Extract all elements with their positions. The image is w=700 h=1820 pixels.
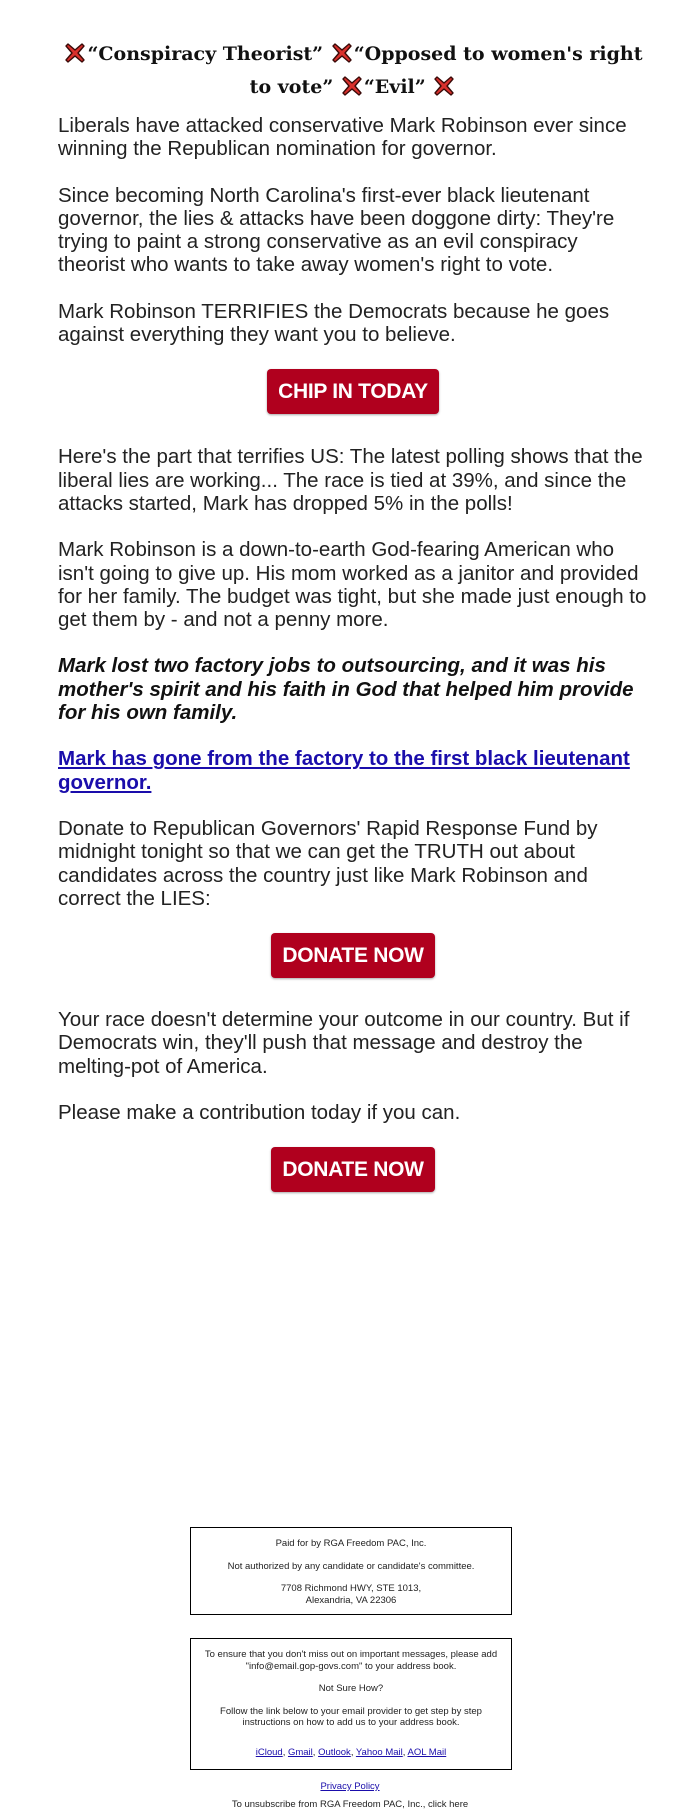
ensure-text: To ensure that you don't miss out on important messages, please add "info@email.gop-govs.com" to your address book. xyxy=(204,1649,498,1672)
paragraph-intro: Liberals have attacked conservative Mark Robinson ever since winning the Republican nomination for governor. xyxy=(58,114,627,161)
paragraph-terrifies: Mark Robinson TERRIFIES the Democrats because he goes against everything they want you to believe. xyxy=(58,299,610,347)
paragraph-factory-jobs: Mark lost two factory jobs to outsourcing, and it was his mother's spirit and his faith in God that helped him provide for his own family. xyxy=(58,654,634,725)
paragraph-donate-call: Donate to Republican Governors' Rapid Response Fund by midnight tonight so that we can get the TRUTH out about candidates across the country just like Mark Robinson and correct the LIES: xyxy=(58,816,598,910)
address-line-2: Alexandria, VA 22306 xyxy=(305,1594,397,1606)
address-line-1: 7708 Richmond HWY, STE 1013, xyxy=(280,1583,422,1594)
gmail-link[interactable]: Gmail xyxy=(287,1746,313,1758)
address-book-box xyxy=(190,1638,512,1770)
address-text xyxy=(203,1583,499,1606)
paragraph-race: Your race doesn't determine your outcome in our country. But if Democrats win, they'll push that message and destroy the melting-pot of America. xyxy=(58,1008,630,1078)
paragraph-link xyxy=(58,747,648,794)
yahoo-mail-link[interactable]: Yahoo Mail xyxy=(355,1746,403,1758)
provider-links: iCloud, Gmail, Outlook, Yahoo Mail, AOL Mail xyxy=(255,1746,447,1758)
not-sure-text: Not Sure How? xyxy=(318,1683,384,1694)
chip-in-button-wrap xyxy=(58,369,648,414)
cross-mark-icon xyxy=(433,75,455,106)
icloud-link[interactable]: iCloud xyxy=(255,1746,283,1758)
paragraph-polling: Here's the part that terrifies US: The latest polling shows that the liberal lies are working... The race is tied at 39%, and since the attacks started, Mark has dropped 5% in the polls! xyxy=(58,445,643,515)
paragraph-contribution: Please make a contribution today if you can. xyxy=(58,1101,461,1125)
donate-now-button-2[interactable]: DONATE NOW xyxy=(271,1147,434,1192)
email-content xyxy=(58,40,648,1192)
headline-quote-evil: “Evil” xyxy=(363,76,426,98)
unsubscribe-text[interactable]: To unsubscribe from RGA Freedom PAC, Inc., click here xyxy=(231,1799,469,1810)
headline-quote-opposed: “Opposed to women's right to vote” xyxy=(249,43,643,98)
follow-text: Follow the link below to your email provider to get step by step instructions on how to add us to your address book. xyxy=(220,1705,482,1728)
cross-mark-icon xyxy=(341,75,363,106)
aol-mail-link[interactable]: AOL Mail xyxy=(407,1746,447,1758)
headline-quote-conspiracy: “Conspiracy Theorist” xyxy=(87,43,324,65)
disclaimer-box xyxy=(190,1527,512,1615)
paragraph-attacks: Since becoming North Carolina's first-ever black lieutenant governor, the lies & attacks have been doggone dirty: They're trying to paint a strong conservative as an evil conspiracy theorist who wants to take away women's right to vote. xyxy=(58,183,615,277)
privacy-policy-link[interactable]: Privacy Policy xyxy=(320,1781,380,1792)
cross-mark-icon xyxy=(331,42,353,73)
privacy-line xyxy=(0,1781,700,1792)
paid-for-text: Paid for by RGA Freedom PAC, Inc. xyxy=(275,1538,427,1549)
donate-button-wrap-1 xyxy=(58,933,648,978)
chip-in-button[interactable]: CHIP IN TODAY xyxy=(267,369,439,414)
outlook-link[interactable]: Outlook xyxy=(318,1746,351,1758)
not-authorized-text: Not authorized by any candidate or candidate's committee. xyxy=(227,1560,475,1572)
donate-now-button-1[interactable]: DONATE NOW xyxy=(271,933,434,978)
headline xyxy=(58,40,648,106)
paragraph-background: Mark Robinson is a down-to-earth God-fearing American who isn't going to give up. His mom worked as a janitor and provided for her family. The budget was tight, but she made just enough to get them by - and not a penny more. xyxy=(58,538,647,632)
factory-to-governor-link[interactable]: Mark has gone from the factory to the first black lieutenant governor. xyxy=(58,747,630,794)
donate-button-wrap-2 xyxy=(58,1147,648,1192)
cross-mark-icon xyxy=(64,42,86,73)
